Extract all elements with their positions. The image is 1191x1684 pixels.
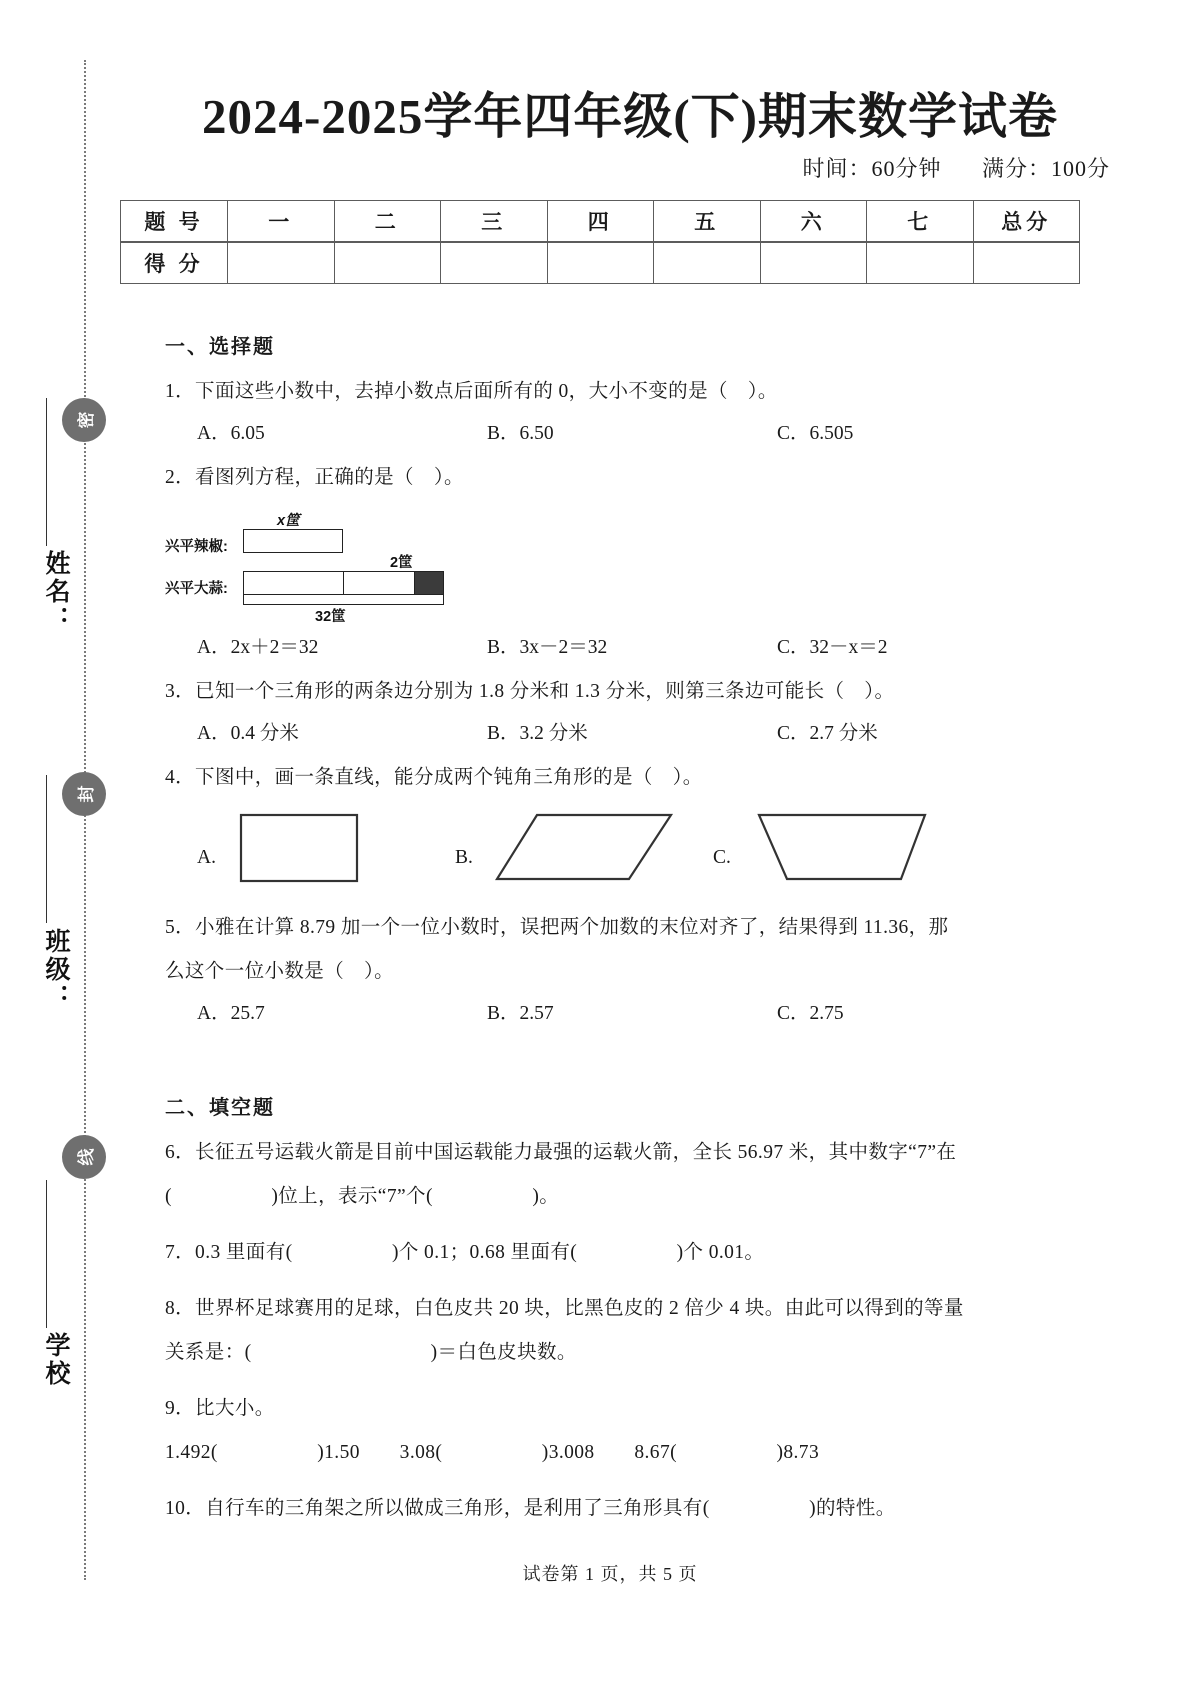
question-4-option-b[interactable]: B. [455, 847, 473, 868]
score-table [120, 200, 1080, 284]
question-2-option-b[interactable]: B．3x－2＝32 [487, 637, 608, 658]
score-table-col-4: 四 [547, 201, 654, 243]
figure-label-garlic: 兴平大蒜: [165, 581, 228, 597]
question-1-option-b[interactable]: B．6.50 [487, 423, 554, 444]
field-name-label: 姓名： [42, 550, 70, 634]
field-school-label: 学校 [42, 1332, 70, 1388]
seal-char-mi: 密 [62, 398, 106, 442]
question-3-option-a[interactable]: A．0.4 分米 [197, 723, 299, 744]
table-row [121, 201, 1080, 243]
question-4-figure [165, 807, 1065, 899]
score-cell-6[interactable] [760, 242, 867, 284]
question-5-text-line1: 5．小雅在计算 8.79 加一个一位小数时，误把两个加数的末位对齐了，结果得到 11.36，那 [165, 917, 949, 938]
score-cell-total[interactable] [973, 242, 1080, 284]
shape-rectangle-icon [237, 811, 367, 891]
question-2-text: 2．看图列方程，正确的是（ ）。 [165, 467, 464, 488]
figure-label-chili: 兴平辣椒: [165, 539, 228, 555]
question-1-options [165, 417, 1065, 445]
question-3-option-c[interactable]: C．2.7 分米 [777, 723, 878, 744]
question-4-option-c[interactable]: C. [713, 847, 731, 868]
exam-total-score: 满分：100分 [981, 156, 1110, 181]
question-3-option-b[interactable]: B．3.2 分米 [487, 723, 588, 744]
question-4-text: 4．下图中，画一条直线，能分成两个钝角三角形的是（ ）。 [165, 767, 703, 788]
seal-dotted-line [84, 60, 86, 1580]
figure-label-32-basket: 32筐 [315, 609, 346, 625]
question-2-figure [165, 505, 1065, 625]
question-3-text: 3．已知一个三角形的两条边分别为 1.8 分米和 1.3 分米，则第三条边可能长（ ）。 [165, 681, 895, 702]
exam-page [110, 0, 1191, 1684]
question-9-text: 9．比大小。 [165, 1398, 275, 1419]
figure-label-x-basket: x筐 [277, 513, 300, 529]
figure-bar-chili [243, 529, 343, 553]
exam-content [165, 330, 1065, 1534]
question-5-option-c[interactable]: C．2.75 [777, 1003, 844, 1024]
question-2-options [165, 631, 1065, 659]
question-9-compare-row[interactable]: 1.492( )1.50 3.08( )3.008 8.67( )8.73 [165, 1442, 820, 1463]
score-cell-2[interactable] [334, 242, 441, 284]
score-table-col-total: 总分 [973, 201, 1080, 243]
section-heading-fill: 二、填空题 [165, 1097, 275, 1119]
gap [165, 1378, 1065, 1390]
field-class-label: 班级： [42, 928, 70, 1012]
question-5-text-line2: 么这个一位小数是（ ）。 [165, 961, 395, 982]
question-6-text-line1: 6．长征五号运载火箭是目前中国运载能力最强的运载火箭，全长 56.97 米，其中数字“7”在 [165, 1142, 957, 1163]
question-8-text-line1: 8．世界杯足球赛用的足球，白色皮共 20 块，比黑色皮的 2 倍少 4 块。由此可以得到的等量 [165, 1298, 964, 1319]
shape-trapezoid-icon [755, 811, 935, 891]
table-row [121, 242, 1080, 284]
page-title: 2024-2025学年四年级(下)期末数学试卷 [202, 89, 1058, 144]
figure-bar-garlic-dark-segment [414, 571, 444, 595]
score-cell-3[interactable] [441, 242, 548, 284]
question-1-option-c[interactable]: C．6.505 [777, 423, 854, 444]
question-4-option-a[interactable]: A. [197, 847, 216, 868]
question-3-options [165, 717, 1065, 745]
seal-char-feng: 封 [62, 772, 106, 816]
score-table-col-5: 五 [654, 201, 761, 243]
gap [165, 1222, 1065, 1234]
page-footer: 试卷第 1 页，共 5 页 [522, 1564, 698, 1584]
question-6-text-line2[interactable]: ( )位上，表示“7”个( )。 [165, 1186, 560, 1207]
question-1-option-a[interactable]: A．6.05 [197, 423, 265, 444]
score-table-rowhead-score: 得 分 [121, 242, 228, 284]
score-table-col-1: 一 [228, 201, 335, 243]
gap [165, 1478, 1065, 1490]
question-5-option-a[interactable]: A．25.7 [197, 1003, 265, 1024]
question-5-options [165, 997, 1065, 1025]
question-2-option-c[interactable]: C．32－x＝2 [777, 637, 888, 658]
question-7-text[interactable]: 7．0.3 里面有( )个 0.1；0.68 里面有( )个 0.01。 [165, 1242, 765, 1263]
shape-parallelogram-icon [493, 811, 683, 891]
exam-time: 时间：60分钟 [802, 156, 942, 181]
name-write-rule [46, 398, 47, 546]
score-cell-5[interactable] [654, 242, 761, 284]
question-8-text-line2[interactable]: 关系是：( )＝白色皮块数。 [165, 1342, 577, 1363]
figure-brace-32 [243, 595, 444, 605]
question-5-option-b[interactable]: B．2.57 [487, 1003, 554, 1024]
seal-margin [0, 0, 110, 1684]
section-gap [165, 1039, 1065, 1091]
score-table-rowhead-number: 题 号 [121, 201, 228, 243]
seal-char-xian: 线 [62, 1135, 106, 1179]
score-cell-7[interactable] [867, 242, 974, 284]
score-table-col-2: 二 [334, 201, 441, 243]
school-write-rule [46, 1180, 47, 1328]
question-10-text[interactable]: 10．自行车的三角架之所以做成三角形，是利用了三角形具有( )的特性。 [165, 1498, 896, 1519]
score-table-col-6: 六 [760, 201, 867, 243]
score-cell-1[interactable] [228, 242, 335, 284]
gap [165, 1278, 1065, 1290]
score-table-col-7: 七 [867, 201, 974, 243]
class-write-rule [46, 775, 47, 923]
figure-label-2-basket: 2筐 [390, 555, 413, 571]
question-2-option-a[interactable]: A．2x＋2＝32 [197, 637, 319, 658]
score-table-col-3: 三 [441, 201, 548, 243]
question-1-text: 1．下面这些小数中，去掉小数点后面所有的 0，大小不变的是（ ）。 [165, 381, 778, 402]
section-heading-choice: 一、选择题 [165, 336, 275, 358]
exam-meta [110, 152, 1110, 183]
score-cell-4[interactable] [547, 242, 654, 284]
figure-bar-garlic-divider [343, 571, 344, 595]
